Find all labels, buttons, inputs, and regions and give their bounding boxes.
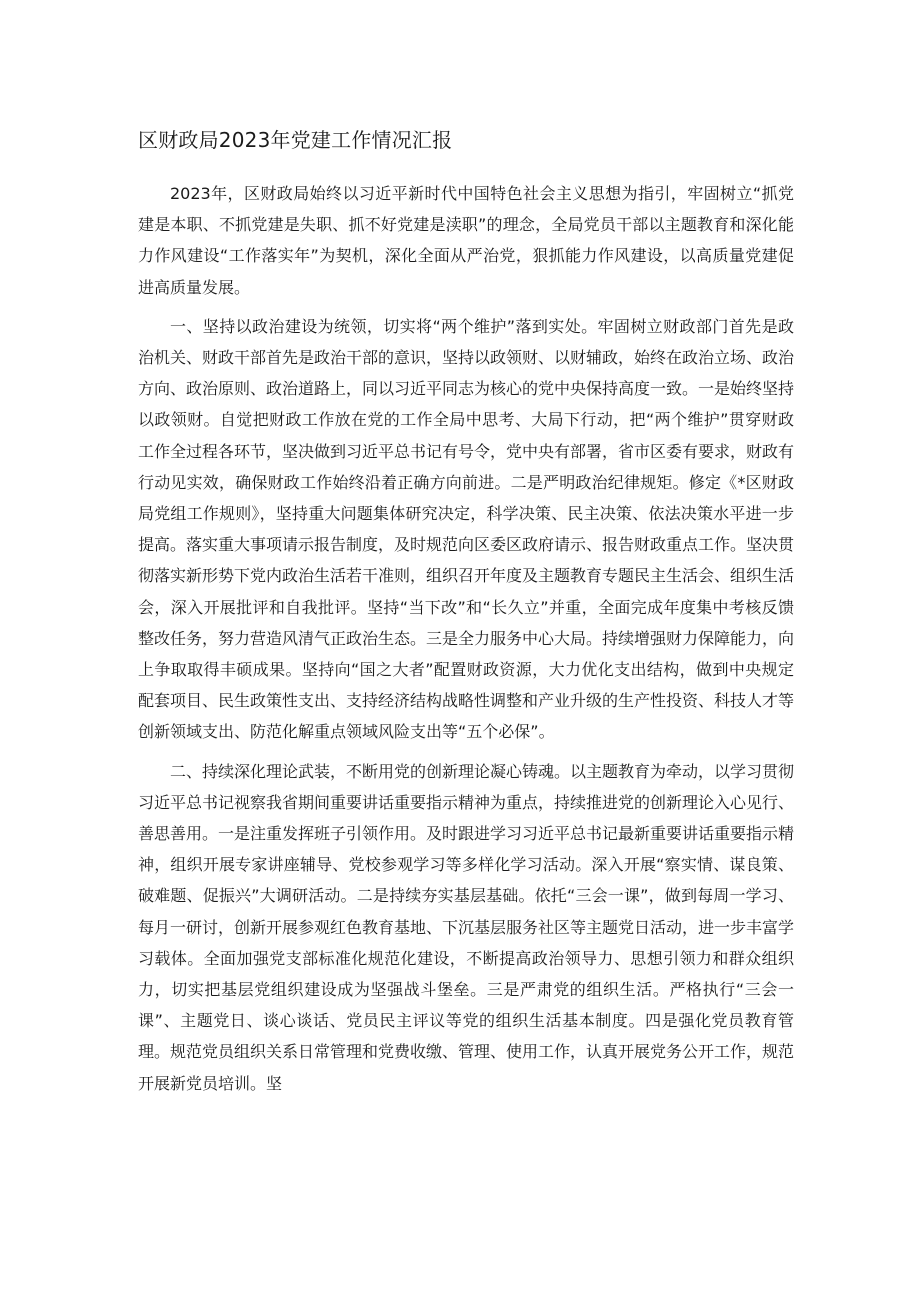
paragraph-intro: 2023年，区财政局始终以习近平新时代中国特色社会主义思想为指引，牢固树立“抓党建是本职、不抓党建是失职、抓不好党建是渎职”的理念，全局党员干部以主题教育和深化能力作风建设“工作落实年”为契机，深化全面从严治党，狠抓能力作风建设，以高质量党建促进高质量发展。 [138, 184, 794, 297]
document-title: 区财政局2023年党建工作情况汇报 [138, 128, 453, 152]
document-body [138, 178, 794, 1107]
paragraph-section-1: 一、坚持以政治建设为统领，切实将“两个维护”落到实处。牢固树立财政部门首先是政治机关、财政干部首先是政治干部的意识，坚持以政领财、以财辅政，始终在政治立场、政治方向、政治原则、政治道路上，同以习近平同志为核心的党中央保持高度一致。一是始终坚持以政领财。自觉把财政工作放在党的工作全局中思考、大局下行动，把“两个维护”贯穿财政工作全过程各环节，坚决做到习近平总书记有号令，党中央有部署，省市区委有要求，财政有行动见实效，确保财政工作始终沿着正确方向前进。二是严明政治纪律规矩。修定《*区财政局党组工作规则》，坚持重大问题集体研究决定，科学决策、民主决策、依法决策水平进一步提高。落实重大事项请示报告制度，及时规范向区委区政府请示、报告财政重点工作。坚决贯彻落实新形势下党内政治生活若干准则，组织召开年度及主题教育专题民主生活会、组织生活会，深入开展批评和自我批评。坚持“当下改”和“长久立”并重，全面完成年度集中考核反馈整改任务，努力营造风清气正政治生态。三是全力服务中心大局。持续增强财力保障能力，向上争取取得丰硕成果。坚持向“国之大者”配置财政资源，大力优化支出结构，做到中央规定配套项目、民生政策性支出、支持经济结构战略性调整和产业升级的生产性投资、科技人才等创新领域支出、防范化解重点领域风险支出等“五个必保”。 [138, 316, 795, 742]
paragraph-section-2: 二、持续深化理论武装，不断用党的创新理论凝心铸魂。以主题教育为牵动，以学习贯彻习近平总书记视察我省期间重要讲话重要指示精神为重点，持续推进党的创新理论入心见行、善思善用。一是注重发挥班子引领作用。及时跟进学习习近平总书记最新重要讲话重要指示精神，组织开展专家讲座辅导、党校参观学习等多样化学习活动。深入开展“察实情、谋良策、破难题、促振兴”大调研活动。二是持续夯实基层基础。依托“三会一课”，做到每周一学习、每月一研讨，创新开展参观红色教育基地、下沉基层服务社区等主题党日活动，进一步丰富学习载体。全面加强党支部标准化规范化建设，不断提高政治领导力、思想引领力和群众组织力，切实把基层党组织建设成为坚强战斗堡垒。三是严肃党的组织生活。严格执行“三会一课”、主题党日、谈心谈话、党员民主评议等党的组织生活基本制度。四是强化党员教育管理。规范党员组织关系日常管理和党费收缴、管理、使用工作，认真开展党务公开工作，规范开展新党员培训。坚 [138, 761, 795, 1093]
